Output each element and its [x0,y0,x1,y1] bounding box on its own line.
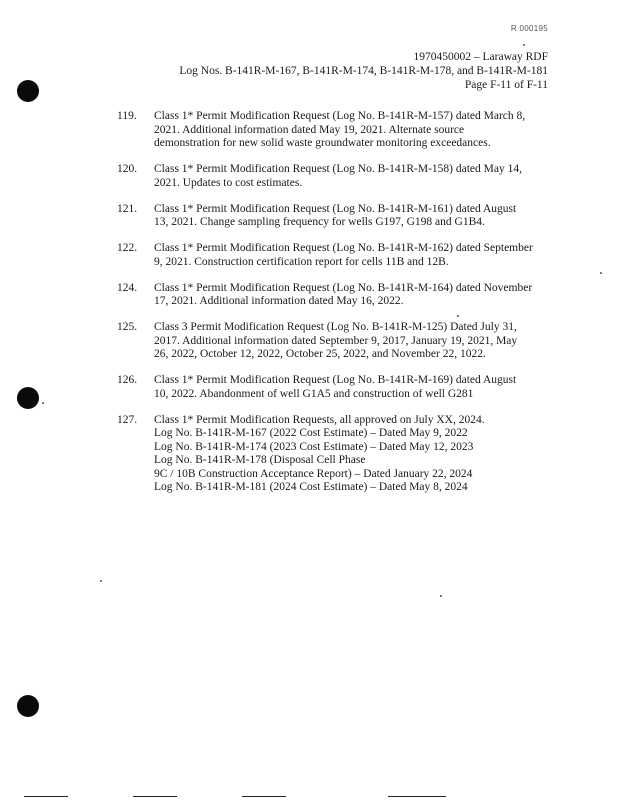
item-text [154,321,557,362]
list-item [117,414,557,495]
item-number: 126. [117,374,138,386]
bates-number: R 000195 [510,24,548,33]
item-line: Class 1* Permit Modification Request (Log No. B-141R-M-162) dated September [154,242,533,254]
item-line: demonstration for new solid waste groundwater monitoring exceedances. [154,137,491,149]
item-number: 119. [117,110,137,122]
header-facility-id: 1970450002 – Laraway RDF [413,51,548,63]
punch-hole-middle [17,387,39,409]
initial-line [242,796,286,797]
initial-line [133,796,177,797]
item-number: 122. [117,242,138,254]
list-item [117,203,557,230]
item-text [154,282,557,309]
item-line: Class 1* Permit Modification Request (Log No. B-141R-M-169) dated August [154,374,517,386]
item-number: 125. [117,321,138,333]
item-text [154,110,557,151]
page-header [179,50,548,92]
item-line: Class 1* Permit Modification Requests, all approved on July XX, 2024. [154,413,485,426]
initial-line [24,796,68,797]
item-text [154,163,557,190]
item-line: 10, 2022. Abandonment of well G1A5 and construction of well G281 [154,387,474,400]
item-line: Class 1* Permit Modification Request (Log No. B-141R-M-161) dated August [154,202,517,215]
item-line: 26, 2022, October 12, 2022, October 25, 2022, and November 22, 1022. [154,348,486,360]
permit-modification-list [117,110,557,507]
item-line: Log No. B-141R-M-178 (Disposal Cell Phase [154,454,366,466]
scan-speck [600,272,602,274]
list-item [117,321,557,362]
list-item [117,282,557,309]
item-line: 2021. Additional information dated May 19, 2021. Alternate source [154,123,465,136]
header-log-numbers: Log Nos. B-141R-M-167, B-141R-M-174, B-141R-M-178, and B-141R-M-181 [179,65,548,77]
scan-speck [100,580,102,582]
scan-speck [440,595,442,597]
item-text [154,242,557,269]
punch-hole-bottom [17,695,39,717]
item-line: 9C / 10B Construction Acceptance Report) – Dated January 22, 2024 [154,467,473,480]
item-line: 9, 2021. Construction certification report for cells 11B and 12B. [154,255,449,268]
punch-hole-top [17,80,39,102]
item-line: Class 1* Permit Modification Request (Log No. B-141R-M-157) dated March 8, [154,110,526,122]
header-page-number: Page F-11 of F-11 [464,79,548,91]
item-line: 2021. Updates to cost estimates. [154,176,303,189]
item-number: 121. [117,202,138,215]
item-number: 127. [117,413,138,426]
scan-speck [523,44,525,46]
item-line: Log No. B-141R-M-181 (2024 Cost Estimate) – Dated May 8, 2024 [154,481,468,493]
list-item [117,110,557,151]
item-number: 120. [117,163,138,175]
item-line: 2017. Additional information dated September 9, 2017, January 19, 2021, May [154,334,518,347]
item-text [154,414,557,495]
item-line: Class 3 Permit Modification Request (Log No. B-141R-M-125) Dated July 31, [154,321,517,333]
item-line: 13, 2021. Change sampling frequency for wells G197, G198 and G1B4. [154,216,485,228]
list-item [117,242,557,269]
item-text [154,203,557,230]
item-line: Log No. B-141R-M-167 (2022 Cost Estimate) – Dated May 9, 2022 [154,427,468,439]
item-text [154,374,557,401]
item-line: Class 1* Permit Modification Request (Log No. B-141R-M-158) dated May 14, [154,163,522,175]
list-item [117,374,557,401]
item-line: 17, 2021. Additional information dated May 16, 2022. [154,295,404,307]
scan-speck [42,402,44,404]
list-item [117,163,557,190]
item-number: 124. [117,281,138,294]
initial-line [388,796,446,797]
item-line: Log No. B-141R-M-174 (2023 Cost Estimate) – Dated May 12, 2023 [154,440,474,453]
item-line: Class 1* Permit Modification Request (Log No. B-141R-M-164) dated November [154,281,533,294]
